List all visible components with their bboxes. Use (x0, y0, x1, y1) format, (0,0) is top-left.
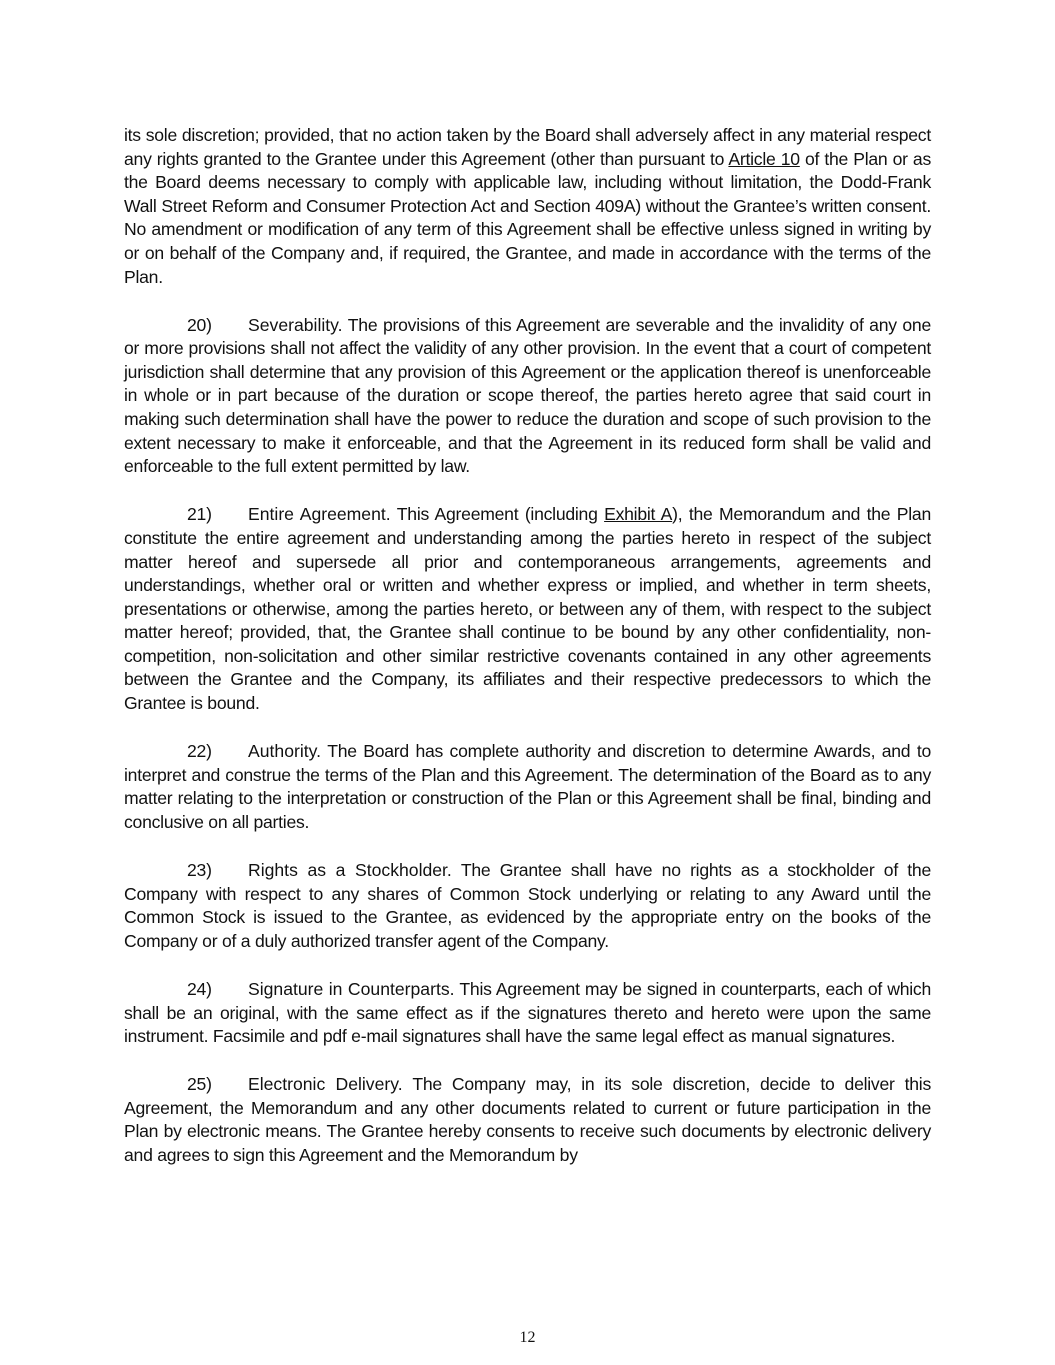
section-number: 20) (187, 314, 212, 335)
paragraph-text: of the Plan or as the Board deems necessary to comply with applicable law, including without limitation, the Dodd-Frank Wall Street Reform and Consumer Protection Act and Section 409A) without the Grantee’s written consent. No amendment or modification of any term of this Agreement shall be effective unless signed in writing by or on behalf of the Company and, if required, the Grantee, and made in accordance with the terms of the Plan. (124, 148, 931, 287)
section-number: 23) (187, 860, 212, 881)
section-heading: Authority. (248, 741, 322, 762)
section-25-electronic-delivery (124, 1073, 931, 1167)
exhibit-a-reference: Exhibit A (604, 504, 673, 525)
section-number: 24) (187, 978, 212, 999)
section-heading: Rights as a Stockholder. (248, 860, 452, 881)
article-10-reference: Article 10 (728, 148, 800, 169)
section-text: This Agreement (including (390, 504, 605, 525)
section-heading: Entire Agreement. (248, 504, 391, 525)
section-text: This Agreement may be signed in counterparts, each of which shall be an original, with the same effect as if the signatures thereto and hereto were upon the same instrument. Facsimile and pdf e-mail signatures shall have the same legal effect as manual signatures. (124, 978, 931, 1047)
page-number: 12 (519, 1329, 536, 1346)
paragraph-text: its sole discretion; provided, that no action taken by the Board shall adversely affect in any material respect any rights granted to the Grantee under this Agreement (other than pursuant to (124, 125, 931, 169)
section-heading: Electronic Delivery. (248, 1074, 403, 1095)
section-22-authority (124, 740, 931, 834)
paragraph-continuation (124, 124, 931, 289)
document-body (124, 124, 931, 1192)
section-text: The Company may, in its sole discretion, decide to deliver this Agreement, the Memorandum and any other documents related to current or future participation in the Plan by electronic means. The Grantee hereby consents to receive such documents by electronic delivery and agrees to sign this Agreement and the Memorandum by (124, 1074, 932, 1165)
section-heading: Severability. (248, 314, 343, 335)
section-24-signature-in-counterparts (124, 978, 931, 1049)
section-20-severability (124, 314, 931, 479)
section-text: The Grantee shall have no rights as a stockholder of the Company with respect to any shares of Common Stock underlying or relating to any Award until the Common Stock is issued to the Grantee, as evidenced by the appropriate entry on the books of the Company or of a duly authorized transfer agent of the Company. (124, 860, 931, 951)
section-21-entire-agreement (124, 503, 931, 715)
section-number: 25) (187, 1074, 212, 1095)
section-text: ), the Memorandum and the Plan constitute the entire agreement and understanding among the parties hereto in respect of the subject matter hereof and supersede all prior and contemporaneous arrangements, agreements and understandings, whether oral or written and whether express or implied, and whether in term sheets, presentations or otherwise, among the parties hereto, or between any of them, with respect to the subject matter hereof; provided, that, the Grantee shall continue to be bound by any other confidentiality, non-competition, non-solicitation and other similar restrictive covenants contained in any other agreements between the Grantee and the Company, its affiliates and their respective predecessors to which the Grantee is bound. (124, 504, 931, 714)
section-number: 21) (187, 504, 212, 525)
section-23-rights-as-stockholder (124, 859, 931, 953)
section-heading: Signature in Counterparts. (248, 978, 455, 999)
section-text: The Board has complete authority and discretion to determine Awards, and to interpret and construe the terms of the Plan and this Agreement. The determination of the Board as to any matter relating to the interpretation or construction of the Plan or this Agreement shall be final, binding and conclusive on all parties. (124, 741, 931, 832)
section-text: The provisions of this Agreement are severable and the invalidity of any one or more provisions shall not affect the validity of any other provision. In the event that a court of competent jurisdiction shall determine that any provision of this Agreement or the application thereof is unenforceable in whole or in part because of the duration or scope thereof, the parties hereto agree that said court in making such determination shall have the power to reduce the duration and scope of such provision to the extent necessary to make it enforceable, and that the Agreement in its reduced form shall be valid and enforceable to the full extent permitted by law. (124, 314, 931, 477)
section-number: 22) (187, 741, 212, 762)
